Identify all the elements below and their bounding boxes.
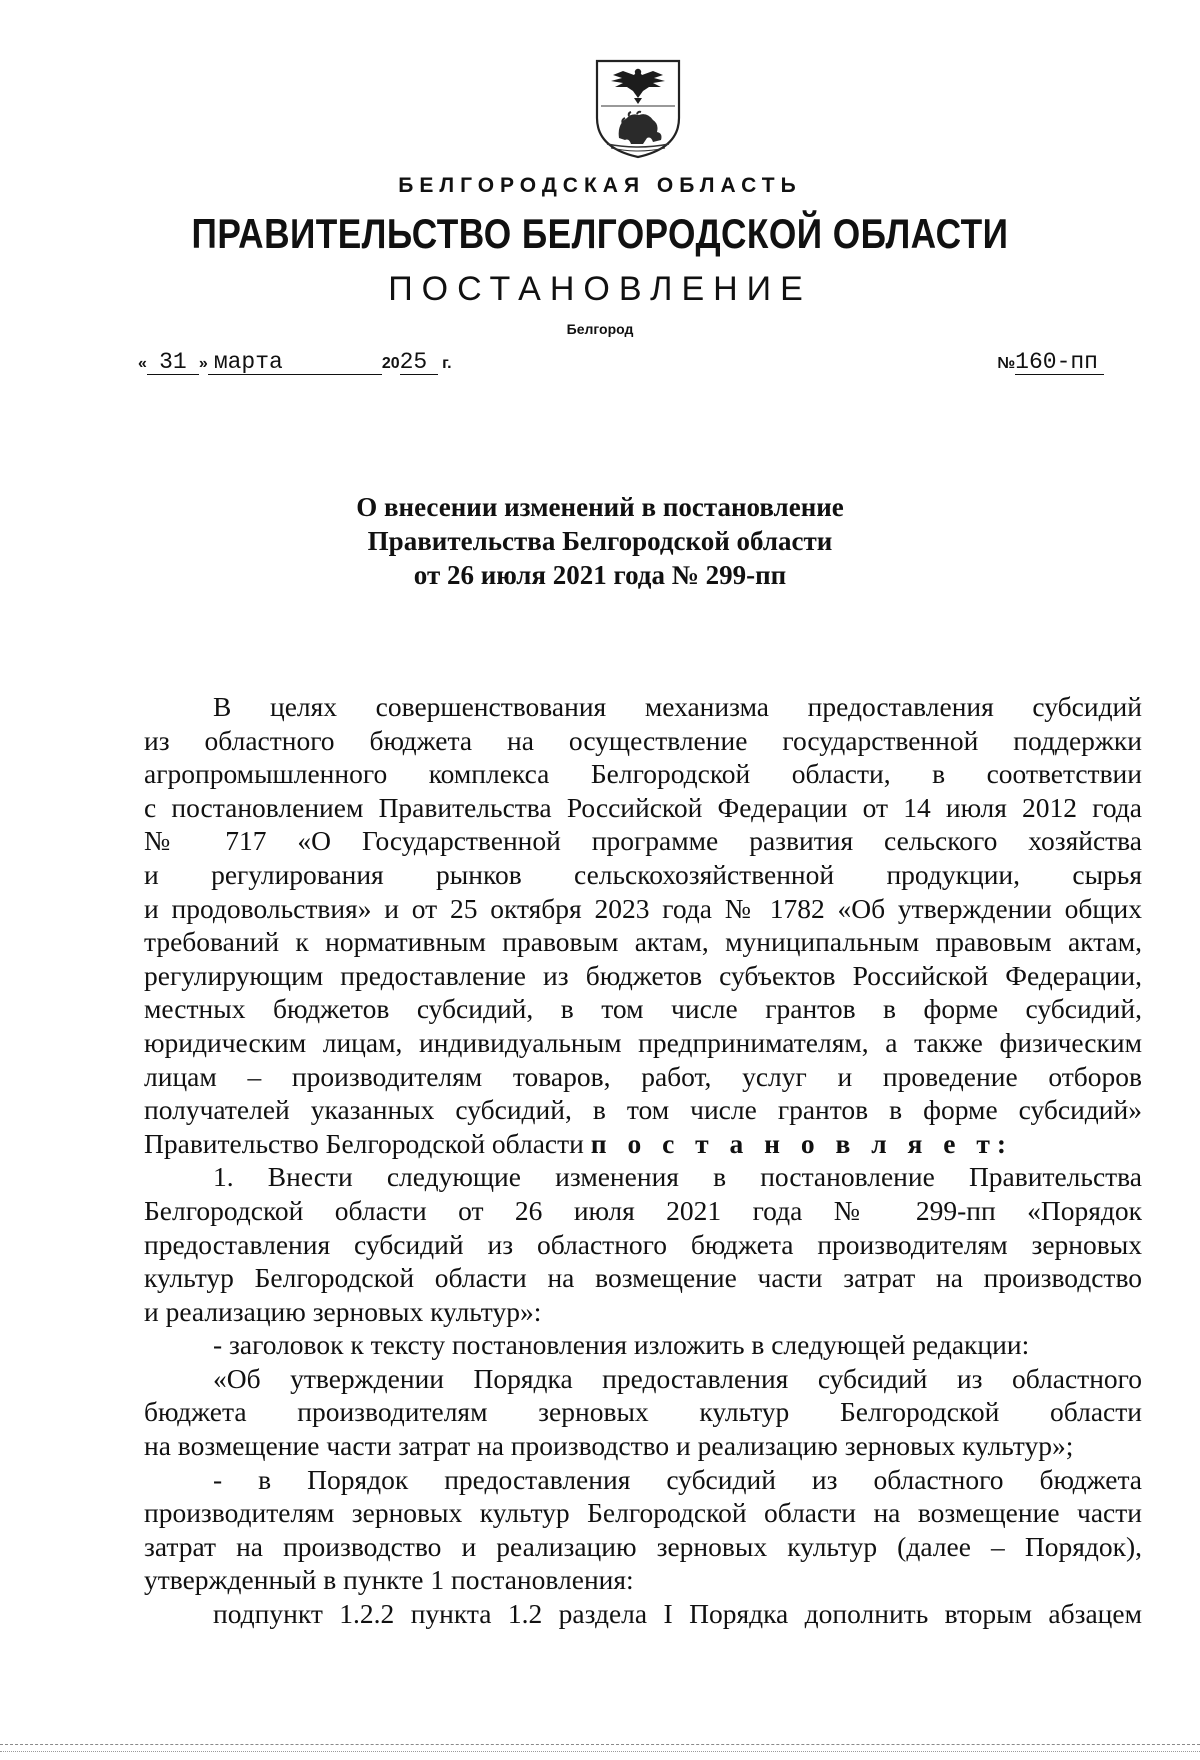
body-line: - в Порядок предоставления субсидий из областного бюджета bbox=[213, 1463, 1142, 1495]
body-line: на возмещение части затрат на производство и реализацию зерновых культур»; bbox=[144, 1430, 1074, 1462]
body-line: требований к нормативным правовым актам, муниципальным правовым актам, bbox=[144, 926, 1142, 958]
body-line: Правительство Белгородской области bbox=[144, 1127, 584, 1159]
number-value: 160-пп bbox=[1015, 350, 1104, 375]
city-name: Белгород bbox=[566, 321, 634, 337]
title-line: Правительства Белгородской области bbox=[367, 526, 833, 556]
decree-number bbox=[997, 350, 1104, 375]
body-line: агропромышленного комплекса Белгородской области, в соответствии bbox=[144, 758, 1142, 790]
body-line: № 717 «О Государственной программе развития сельского хозяйства bbox=[144, 825, 1142, 857]
document-title bbox=[0, 490, 1200, 592]
body-line: бюджета производителям зерновых культур Белгородской области bbox=[144, 1396, 1142, 1428]
page-edge-divider bbox=[0, 1744, 1200, 1752]
date-close-quote: » bbox=[198, 355, 208, 372]
date-year-suffix: 25 bbox=[400, 350, 438, 375]
body-line: с постановлением Правительства Российской Федерации от 14 июля 2012 года bbox=[144, 791, 1142, 823]
body-line: затрат на производство и реализацию зерновых культур (далее – Порядок), bbox=[144, 1530, 1142, 1562]
body-line: и продовольствия» и от 25 октября 2023 года № 1782 «Об утверждении общих bbox=[144, 892, 1142, 924]
body-line: и реализацию зерновых культур»: bbox=[144, 1295, 542, 1327]
document-body bbox=[144, 690, 1142, 1631]
body-line: регулирующим предоставление из бюджетов субъектов Российской Федерации, bbox=[144, 959, 1142, 991]
region-name: БЕЛГОРОДСКАЯ ОБЛАСТЬ bbox=[398, 174, 802, 197]
body-line: из областного бюджета на осуществление государственной поддержки bbox=[144, 724, 1142, 756]
coat-of-arms-icon bbox=[593, 58, 683, 160]
body-line-decree bbox=[144, 1127, 1142, 1161]
body-line: «Об утверждении Порядка предоставления субсидий из областного bbox=[213, 1362, 1142, 1394]
body-line: культур Белгородской области на возмещение части затрат на производство bbox=[144, 1262, 1142, 1294]
title-line: О внесении изменений в постановление bbox=[356, 492, 844, 522]
body-line: подпункт 1.2.2 пункта 1.2 раздела I Порядка дополнить вторым абзацем bbox=[213, 1598, 1142, 1630]
document-type: ПОСТАНОВЛЕНИЕ bbox=[388, 270, 812, 308]
body-line: Белгородской области от 26 июля 2021 года № 299-пп «Порядок bbox=[144, 1194, 1142, 1226]
body-line: и регулирования рынков сельскохозяйственной продукции, сырья bbox=[144, 858, 1142, 890]
body-line: юридическим лицам, индивидуальным предпринимателям, а также физическим bbox=[144, 1026, 1142, 1058]
title-line: от 26 июля 2021 года № 299-пп bbox=[413, 560, 787, 590]
body-line: лицам – производителям товаров, работ, услуг и проведение отборов bbox=[144, 1060, 1142, 1092]
body-line: предоставления субсидий из областного бюджета производителям зерновых bbox=[144, 1228, 1142, 1260]
body-line: - заголовок к тексту постановления изложить в следующей редакции: bbox=[213, 1329, 1030, 1361]
body-line: получателей указанных субсидий, в том числе грантов в форме субсидий» bbox=[144, 1094, 1142, 1126]
date-month: марта bbox=[208, 350, 382, 375]
body-line: производителям зерновых культур Белгородской области на возмещение части bbox=[144, 1497, 1142, 1529]
decree-date bbox=[138, 350, 452, 375]
government-title: ПРАВИТЕЛЬСТВО БЕЛГОРОДСКОЙ ОБЛАСТИ bbox=[191, 210, 1009, 257]
date-day: 31 bbox=[147, 350, 199, 375]
date-year-abbrev: г. bbox=[442, 355, 452, 372]
decree-word: п о с т а н о в л я е т: bbox=[590, 1127, 1014, 1159]
number-sign: № bbox=[997, 355, 1016, 372]
date-open-quote: « bbox=[138, 355, 147, 372]
body-line: утвержденный в пункте 1 постановления: bbox=[144, 1564, 634, 1596]
date-year-prefix: 20 bbox=[381, 355, 400, 372]
body-line: В целях совершенствования механизма предоставления субсидий bbox=[213, 691, 1142, 722]
body-line: 1. Внести следующие изменения в постановление Правительства bbox=[213, 1161, 1142, 1193]
body-line: местных бюджетов субсидий, в том числе грантов в форме субсидий, bbox=[144, 993, 1142, 1025]
